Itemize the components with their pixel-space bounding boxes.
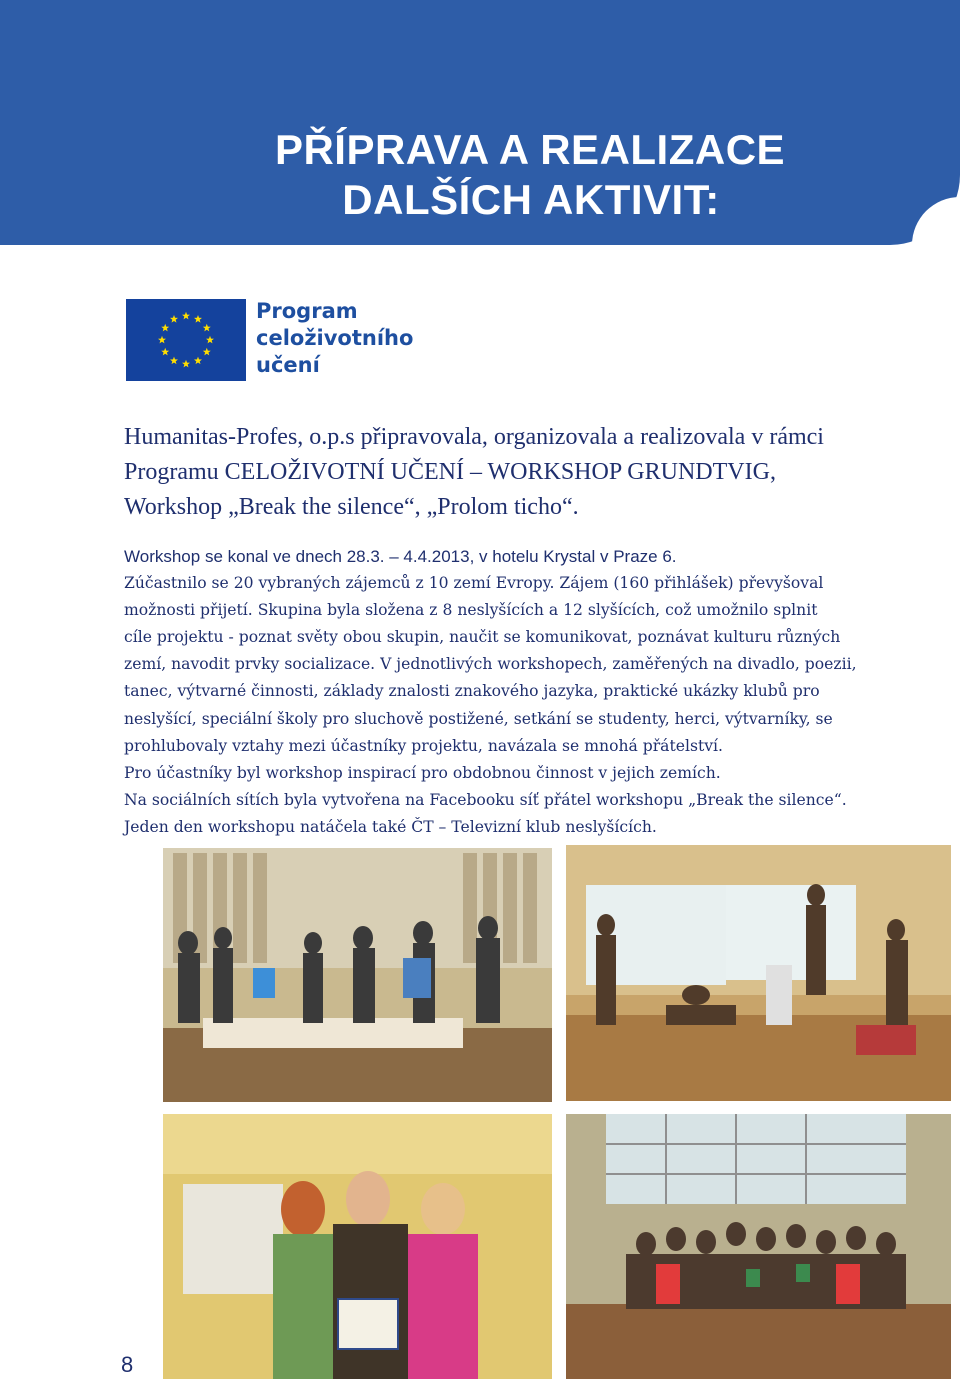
program-logo-line-1: Program: [256, 299, 358, 323]
group-celebration-photo: [566, 1114, 951, 1379]
body-line: Workshop se konal ve dnech 28.3. – 4.4.2013, v hotelu Krystal v Praze 6.: [124, 547, 677, 566]
body-line: tanec, výtvarné činnosti, základy znalosti znakového jazyka, praktické ukázky klubů pro: [124, 682, 820, 701]
intro-line: Humanitas-Profes, o.p.s připravovala, organizovala a realizovala v rámci: [124, 424, 824, 450]
body-line: Na sociálních sítích byla vytvořena na Facebooku síť přátel workshopu „Break the silence“.: [124, 790, 847, 809]
dance-workshop-photo: [566, 845, 951, 1101]
body-line: cíle projektu - poznat světy obou skupin, naučit se komunikovat, poznávat kulturu různých: [124, 628, 841, 647]
intro-paragraph: [124, 420, 924, 525]
eu-flag-logo: [126, 299, 246, 381]
body-line: zemí, navodit prvky socializace. V jednotlivých workshopech, zaměřených na divadlo, poezii,: [124, 655, 857, 674]
body-line: prohlubovaly vztahy mezi účastníky projektu, navázala se mnohá přátelství.: [124, 736, 723, 755]
intro-line: Programu CELOŽIVOTNÍ UČENÍ – WORKSHOP GRUNDTVIG,: [124, 459, 776, 485]
program-logo-line-2: celoživotního: [256, 326, 414, 350]
page-number: 8: [121, 1352, 134, 1377]
intro-line: Workshop „Break the silence“, „Prolom ticho“.: [124, 494, 579, 520]
title-line-1: PŘÍPRAVA A REALIZACE: [274, 126, 786, 173]
group-reception-photo: [163, 848, 552, 1102]
body-line: možnosti přijetí. Skupina byla složena z 8 neslyšících a 12 slyšících, což umožnilo splnit: [124, 601, 818, 620]
body-line: Zúčastnilo se 20 vybraných zájemců z 10 zemí Evropy. Zájem (160 přihlášek) převyšoval: [124, 574, 824, 593]
program-logo-text: [256, 298, 413, 379]
body-line: Jeden den workshopu natáčela také ČT – Televizní klub neslyšících.: [124, 817, 657, 836]
body-line: neslyšící, speciální školy pro sluchově postižené, setkání se studenty, herci, výtvarníky, se: [124, 709, 833, 728]
eu-stars-icon: [126, 299, 246, 381]
body-paragraph: [124, 543, 934, 841]
page-title: [0, 125, 960, 225]
body-line: Pro účastníky byl workshop inspirací pro obdobnou činnost v jejich zemích.: [124, 763, 721, 782]
title-line-2: DALŠÍCH AKTIVIT:: [342, 176, 720, 223]
certificate-photo: [163, 1114, 552, 1379]
program-logo-line-3: učení: [256, 353, 320, 377]
